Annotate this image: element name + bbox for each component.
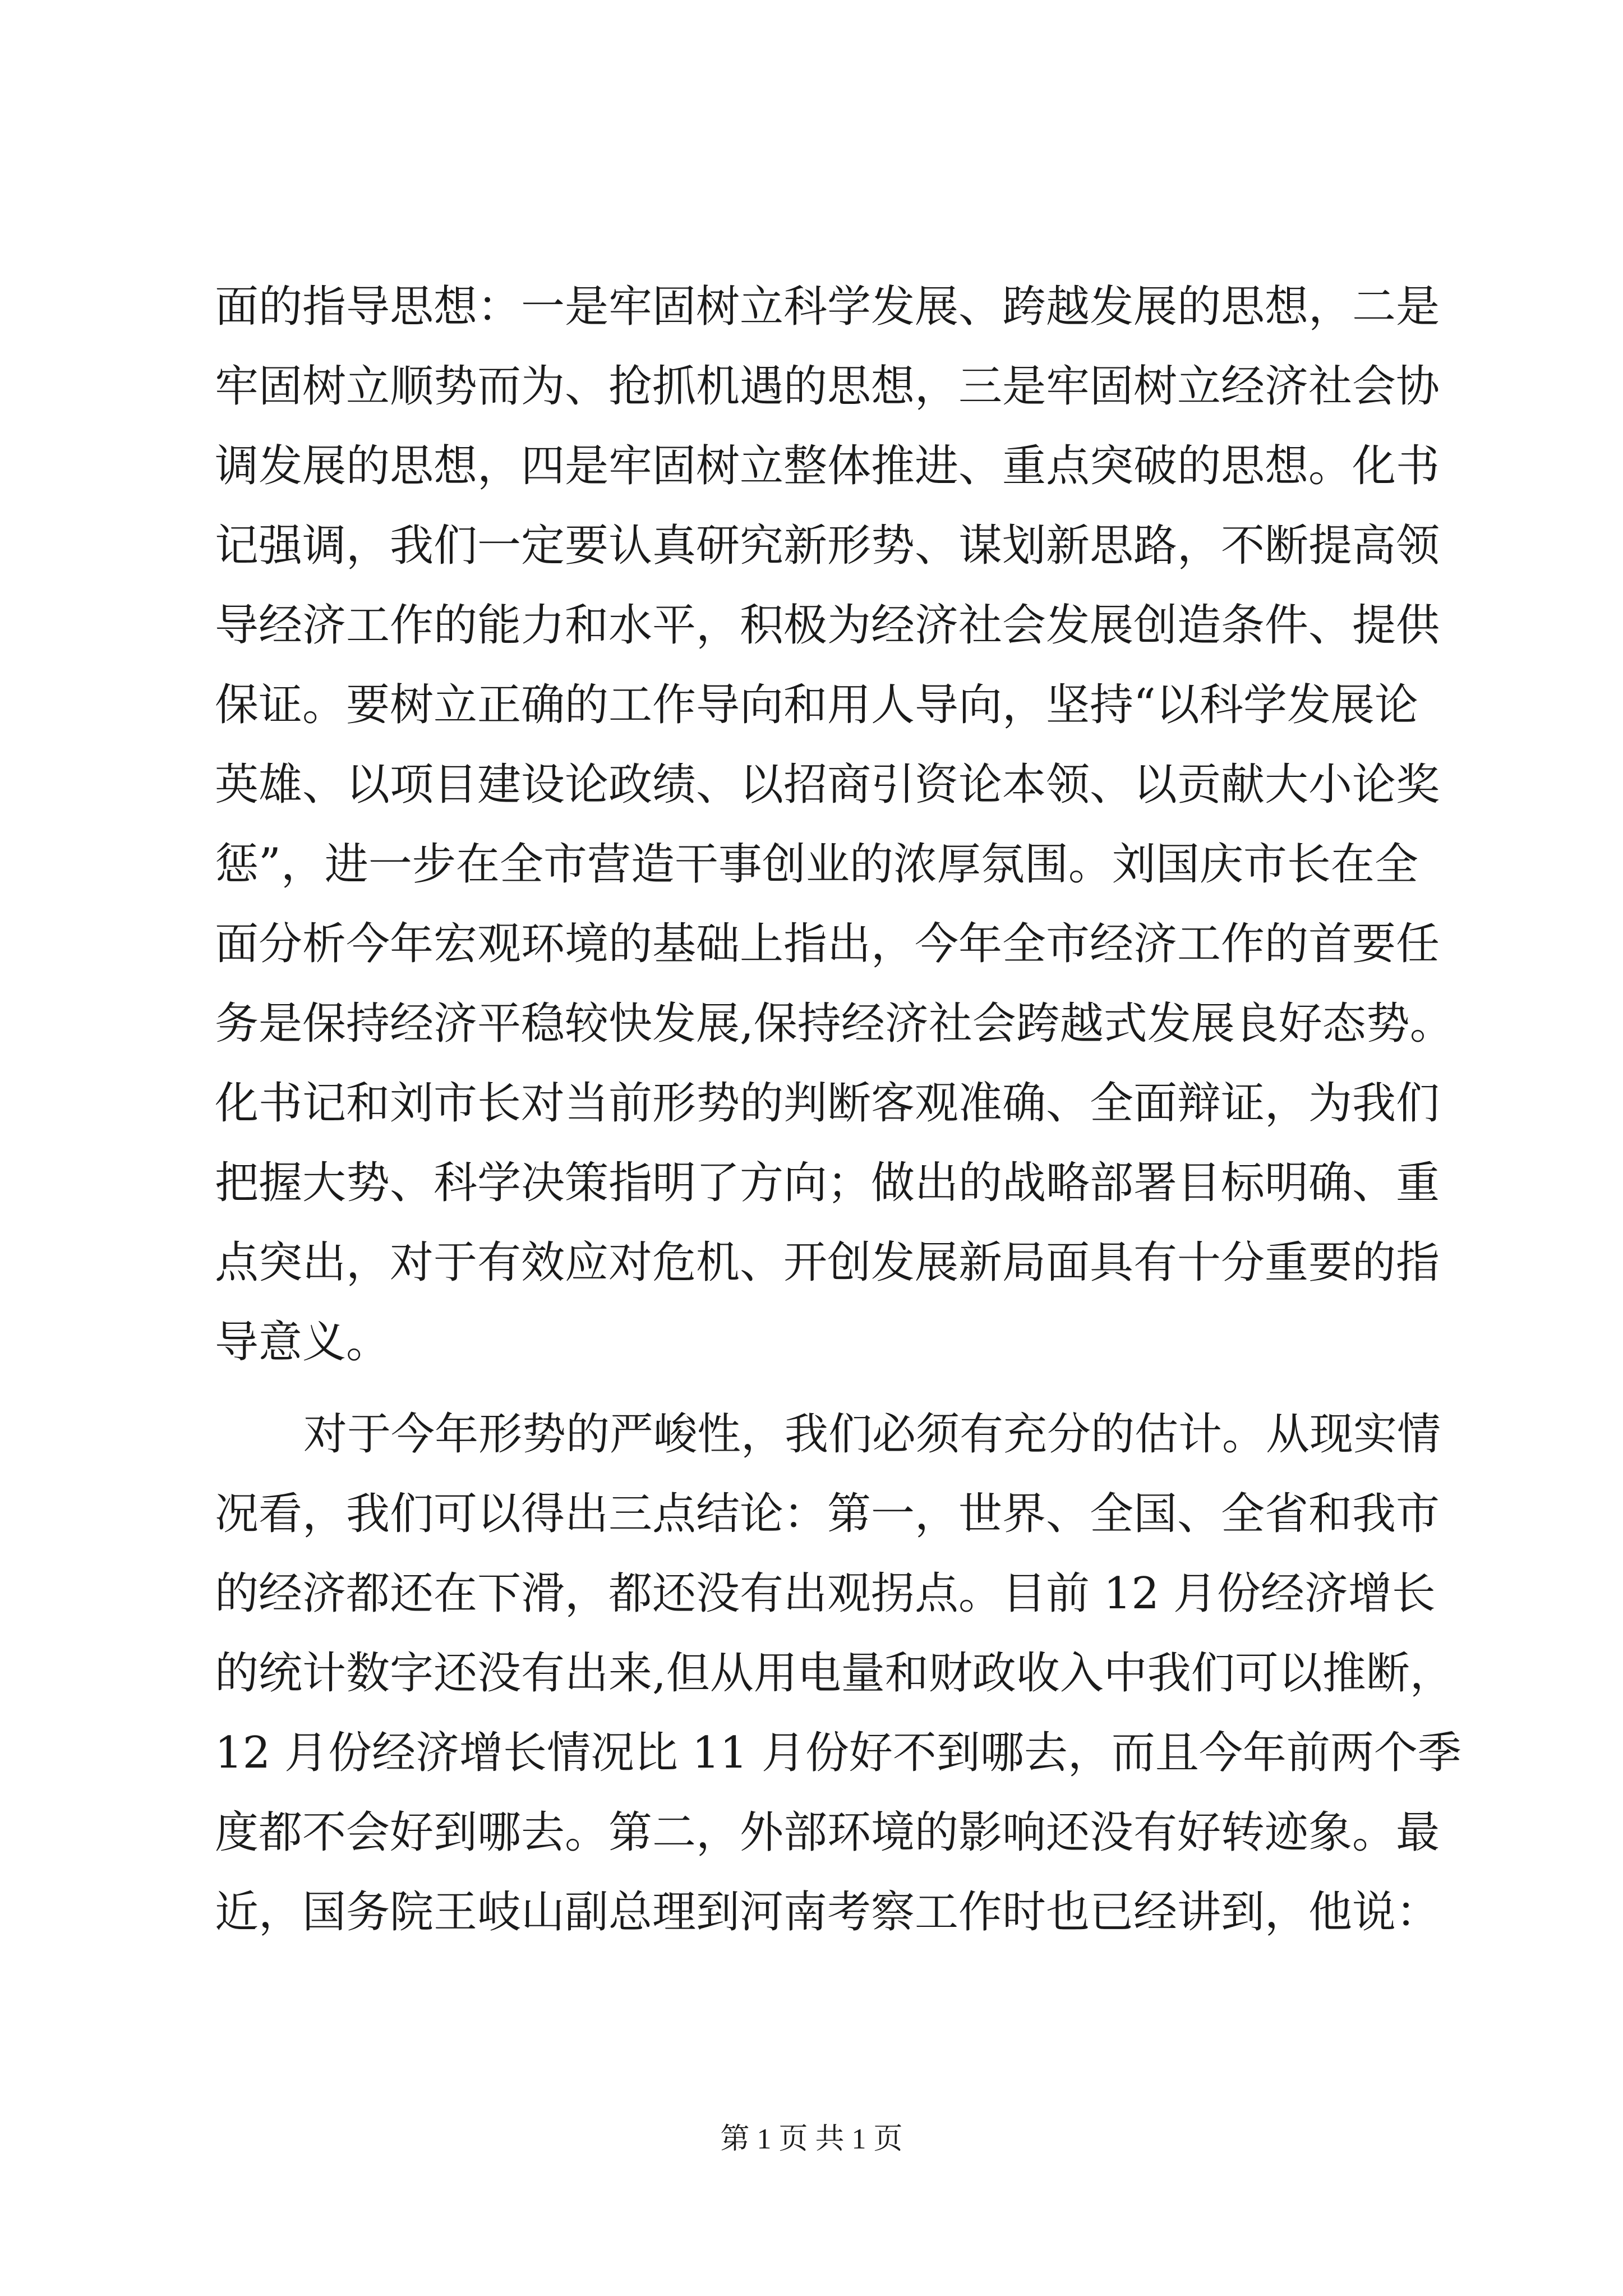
text-line: 度都不会好到哪去。第二，外部环境的影响还没有好转迹象。最 xyxy=(215,1807,1440,1858)
text-line: 面的指导思想：一是牢固树立科学发展、跨越发展的思想，二是 xyxy=(215,282,1440,332)
page-footer xyxy=(0,2115,1623,2157)
text-line: 把握大势、科学决策指明了方向；做出的战略部署目标明确、重 xyxy=(215,1158,1440,1208)
text-line: 面分析今年宏观环境的基础上指出，今年全市经济工作的首要任 xyxy=(215,919,1440,969)
text-line: 12 月份经济增长情况比 11 月份好不到哪去，而且今年前两个季 xyxy=(215,1728,1461,1778)
text-line: 惩”，进一步在全市营造干事创业的浓厚氛围。刘国庆市长在全 xyxy=(215,839,1418,890)
page-number: 第 1 页 共 1 页 xyxy=(720,2123,903,2155)
text-line: 对于今年形势的严峻性，我们必须有充分的估计。从现实情 xyxy=(303,1409,1441,1460)
text-line: 况看，我们可以得出三点结论：第一，世界、全国、全省和我市 xyxy=(215,1489,1440,1539)
text-line: 务是保持经济平稳较快发展,保持经济社会跨越式发展良好态势。 xyxy=(215,999,1454,1049)
paragraph-2 xyxy=(215,1395,1461,1952)
document-body xyxy=(215,267,1461,1952)
text-line: 调发展的思想，四是牢固树立整体推进、重点突破的思想。化书 xyxy=(215,441,1440,491)
text-line: 的经济都还在下滑，都还没有出观拐点。目前 12 月份经济增长 xyxy=(215,1568,1436,1619)
paragraph-1 xyxy=(215,267,1454,1382)
text-line: 记强调，我们一定要认真研究新形势、谋划新思路，不断提高领 xyxy=(215,521,1440,571)
text-line: 化书记和刘市长对当前形势的判断客观准确、全面辩证，为我们 xyxy=(215,1078,1440,1129)
text-line: 导经济工作的能力和水平，积极为经济社会发展创造条件、提供 xyxy=(215,600,1440,651)
text-line: 英雄、以项目建设论政绩、以招商引资论本领、以贡献大小论奖 xyxy=(215,760,1440,810)
text-line: 牢固树立顺势而为、抢抓机遇的思想，三是牢固树立经济社会协 xyxy=(215,361,1440,412)
text-line: 点突出，对于有效应对危机、开创发展新局面具有十分重要的指 xyxy=(215,1237,1440,1288)
text-line: 近，国务院王岐山副总理到河南考察工作时也已经讲到，他说： xyxy=(215,1887,1440,1938)
text-line: 保证。要树立正确的工作导向和用人导向，坚持“以科学发展论 xyxy=(215,680,1418,730)
text-line: 的统计数字还没有出来,但从用电量和财政收入中我们可以推断， xyxy=(215,1648,1454,1699)
text-line: 导意义。 xyxy=(215,1317,390,1368)
